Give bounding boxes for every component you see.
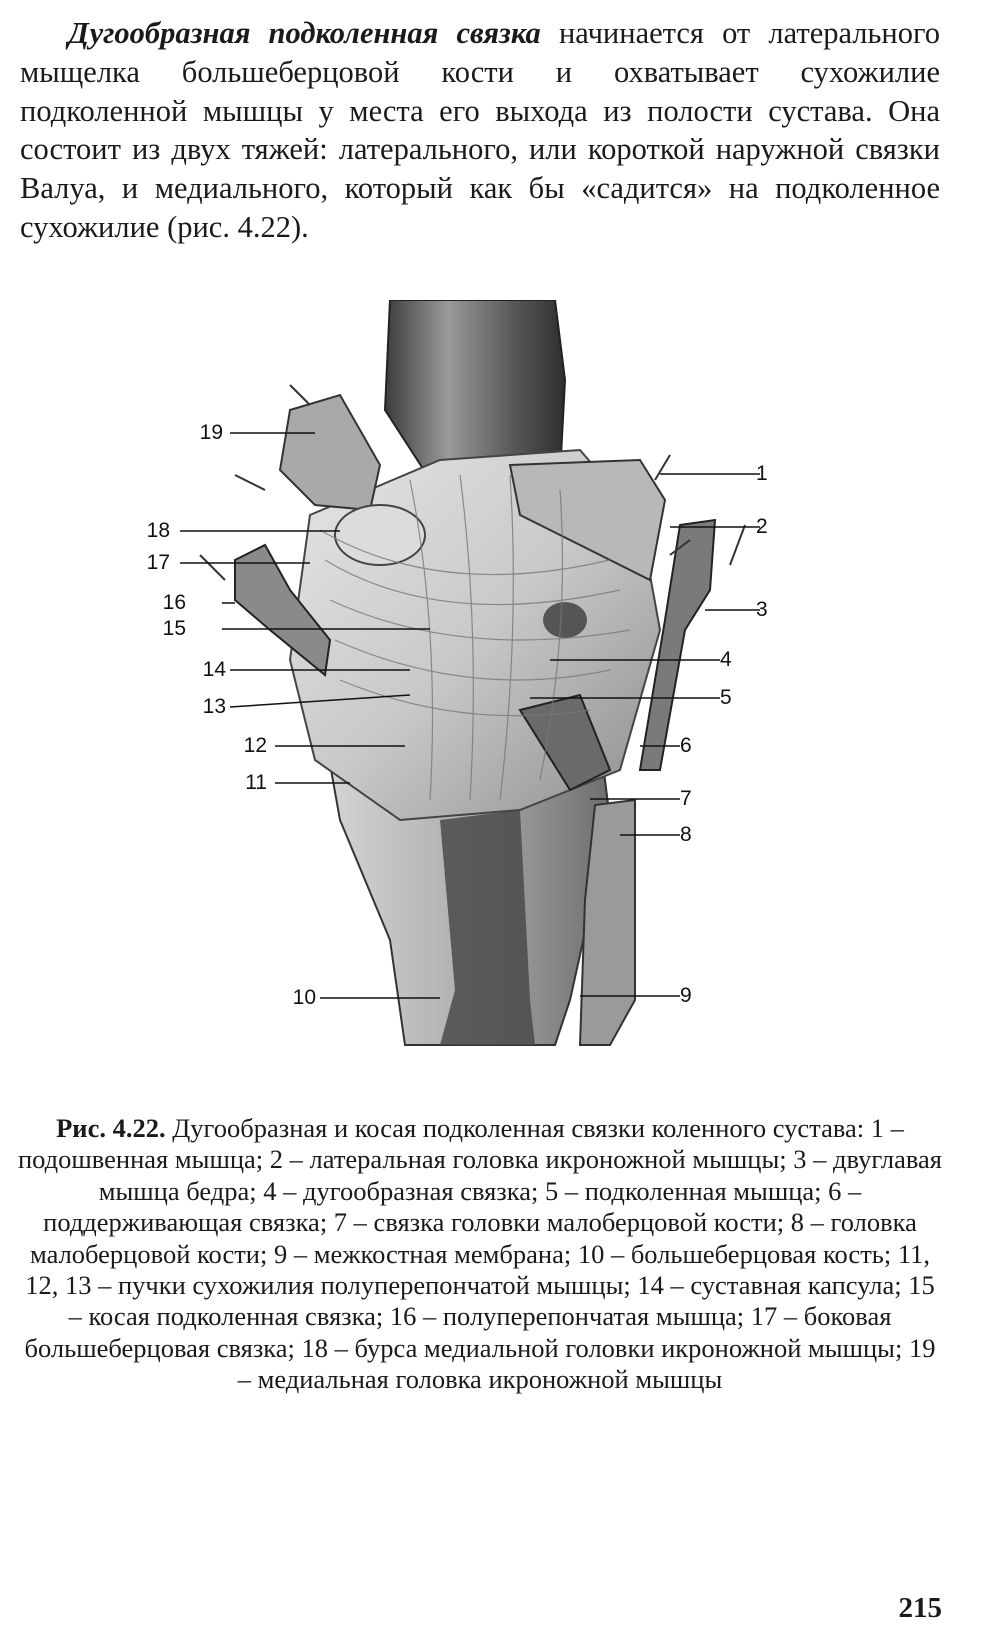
label-18: 18 — [146, 519, 170, 542]
label-7: 7 — [680, 787, 692, 810]
label-17: 17 — [146, 551, 170, 574]
intro-term: Дугообразная подколенная связка — [68, 16, 541, 50]
label-5: 5 — [720, 686, 732, 709]
bursa — [335, 505, 425, 565]
label-16: 16 — [162, 591, 186, 614]
page-number: 215 — [898, 1592, 942, 1624]
intro-text: начинается от латерального мыщелка большеберцовой кости и охватывает сухожилие подколенной мышцы у места его выхода из полости сустава. Она состоит из двух тяжей: латерального, или короткой наружной связки Валуа, и медиального, который как бы «садится» на подколенное сухожилие (рис. 4.22). — [20, 16, 940, 244]
label-19: 19 — [199, 421, 223, 444]
label-12: 12 — [243, 734, 267, 757]
intro-paragraph — [20, 14, 940, 247]
knee-ligaments-illustration — [140, 300, 780, 1090]
gastrocnemius-medial — [280, 395, 380, 510]
label-3: 3 — [756, 598, 768, 621]
label-9: 9 — [680, 984, 692, 1007]
label-11: 11 — [245, 771, 267, 794]
caption-text: Дугообразная и косая подколенная связки коленного сустава: 1 – подошвенная мышца; 2 – латеральная головка икроножной мышцы; 3 – двуглавая мышца бедра; 4 – дугообразная связка; 5 – подколенная мышца; 6 – поддерживающая связка; 7 – связка головки малоберцовой кости; 8 – головка малоберцовой кости; 9 – межкостная мембрана; 10 – большеберцовая кость; 11, 12, 13 – пучки сухожилия полуперепончатой мышцы; 14 – суставная капсула; 15 – косая подколенная связка; 16 – полуперепончатая мышца; 17 – боковая большеберцовая связка; 18 – бурса медиальной головки икроножной мышцы; 19 – медиальная головка икроножной мышцы — [18, 1113, 942, 1395]
label-14: 14 — [202, 658, 226, 681]
figure-caption — [18, 1113, 942, 1396]
popliteus-hole — [543, 602, 587, 638]
label-13: 13 — [202, 695, 226, 718]
label-10: 10 — [292, 986, 316, 1009]
label-2: 2 — [756, 515, 768, 538]
caption-figure-number: Рис. 4.22. — [56, 1113, 166, 1143]
label-1: 1 — [756, 462, 768, 485]
knee-drawing — [140, 300, 780, 1090]
tibia-dark-shaft — [440, 810, 535, 1045]
label-15: 15 — [162, 617, 186, 640]
label-6: 6 — [680, 734, 692, 757]
label-8: 8 — [680, 823, 692, 846]
label-4: 4 — [720, 648, 732, 671]
